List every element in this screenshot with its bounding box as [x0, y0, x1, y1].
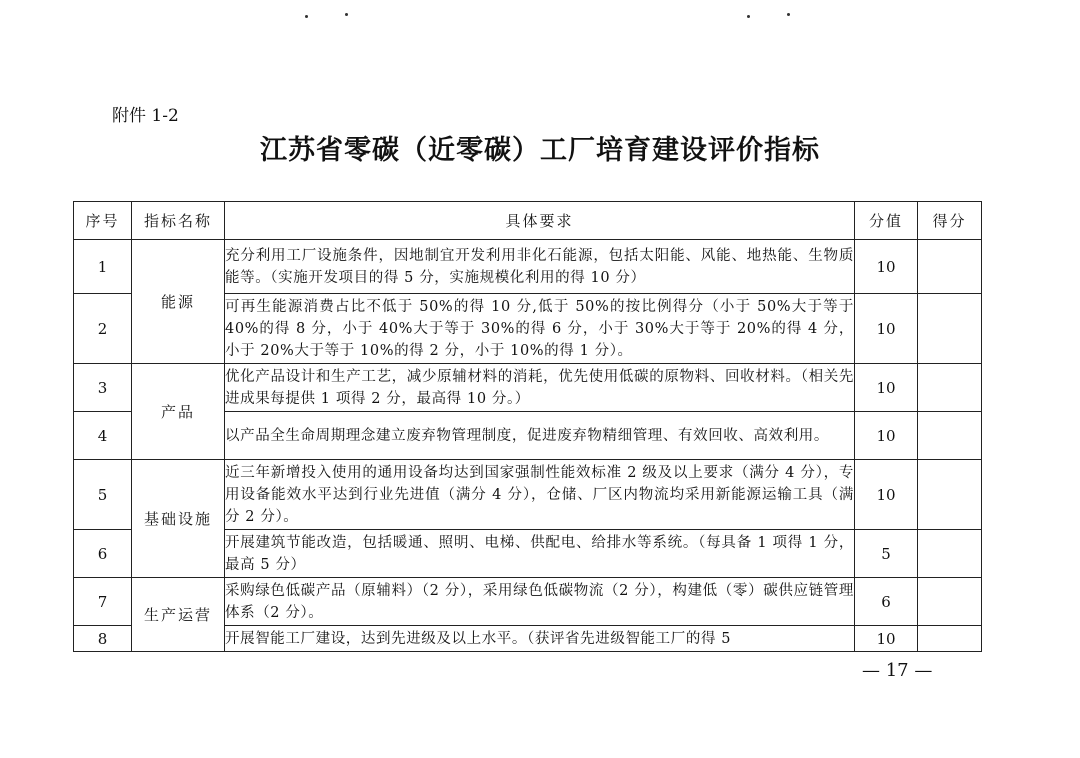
row-requirement: 采购绿色低碳产品（原辅料）（2 分），采用绿色低碳物流（2 分），构建低（零）碳供应链管理体系（2 分）。 [225, 578, 855, 626]
attachment-label: 附件 1-2 [112, 106, 179, 126]
row-requirement: 以产品全生命周期理念建立废弃物管理制度，促进废弃物精细管理、有效回收、高效利用。 [225, 412, 855, 460]
row-seq: 8 [74, 626, 132, 652]
header-name: 指标名称 [132, 202, 225, 240]
row-seq: 5 [74, 460, 132, 530]
row-seq: 6 [74, 530, 132, 578]
row-score: 10 [855, 412, 918, 460]
table-row [74, 578, 982, 626]
row-earned [918, 460, 982, 530]
row-requirement: 开展建筑节能改造，包括暖通、照明、电梯、供配电、给排水等系统。（每具备 1 项得 1 分，最高 5 分） [225, 530, 855, 578]
category-energy: 能源 [132, 240, 225, 364]
row-seq: 4 [74, 412, 132, 460]
row-earned [918, 294, 982, 364]
scan-dot [345, 13, 348, 16]
evaluation-table [73, 201, 982, 652]
category-product: 产品 [132, 364, 225, 460]
row-seq: 7 [74, 578, 132, 626]
row-requirement: 开展智能工厂建设，达到先进级及以上水平。（获评省先进级智能工厂的得 5 [225, 626, 855, 652]
row-seq: 3 [74, 364, 132, 412]
row-earned [918, 626, 982, 652]
header-seq: 序号 [74, 202, 132, 240]
row-seq: 1 [74, 240, 132, 294]
table-header-row [74, 202, 982, 240]
scan-dot [747, 15, 750, 18]
document-title: 江苏省零碳（近零碳）工厂培育建设评价指标 [260, 135, 820, 166]
row-score: 10 [855, 294, 918, 364]
row-score: 5 [855, 530, 918, 578]
row-earned [918, 412, 982, 460]
header-earned: 得分 [918, 202, 982, 240]
row-requirement: 优化产品设计和生产工艺，减少原辅材料的消耗，优先使用低碳的原物料、回收材料。（相关先进成果每提供 1 项得 2 分，最高得 10 分。） [225, 364, 855, 412]
row-earned [918, 530, 982, 578]
scan-dot [305, 15, 308, 18]
table-row [74, 364, 982, 412]
row-requirement: 近三年新增投入使用的通用设备均达到国家强制性能效标准 2 级及以上要求（满分 4 分），专用设备能效水平达到行业先进值（满分 4 分），仓储、厂区内物流均采用新能源运输工具（满分 2 分）。 [225, 460, 855, 530]
row-score: 10 [855, 626, 918, 652]
row-score: 10 [855, 460, 918, 530]
table-row [74, 460, 982, 530]
row-score: 6 [855, 578, 918, 626]
row-score: 10 [855, 240, 918, 294]
row-requirement: 可再生能源消费占比不低于 50%的得 10 分,低于 50%的按比例得分（小于 50%大于等于 40%的得 8 分，小于 40%大于等于 30%的得 6 分，小于 30%大于等于 20%的得 4 分，小于 20%大于等于 10%的得 2 分，小于 10%的得 1 分）。 [225, 294, 855, 364]
row-seq: 2 [74, 294, 132, 364]
page-number: — 17 — [862, 660, 933, 681]
scan-dot [787, 13, 790, 16]
category-operations: 生产运营 [132, 578, 225, 652]
header-requirement: 具体要求 [225, 202, 855, 240]
row-earned [918, 364, 982, 412]
row-earned [918, 240, 982, 294]
category-infrastructure: 基础设施 [132, 460, 225, 578]
row-earned [918, 578, 982, 626]
row-requirement: 充分利用工厂设施条件，因地制宜开发利用非化石能源，包括太阳能、风能、地热能、生物质能等。（实施开发项目的得 5 分，实施规模化利用的得 10 分） [225, 240, 855, 294]
table-row [74, 240, 982, 294]
row-score: 10 [855, 364, 918, 412]
header-score: 分值 [855, 202, 918, 240]
